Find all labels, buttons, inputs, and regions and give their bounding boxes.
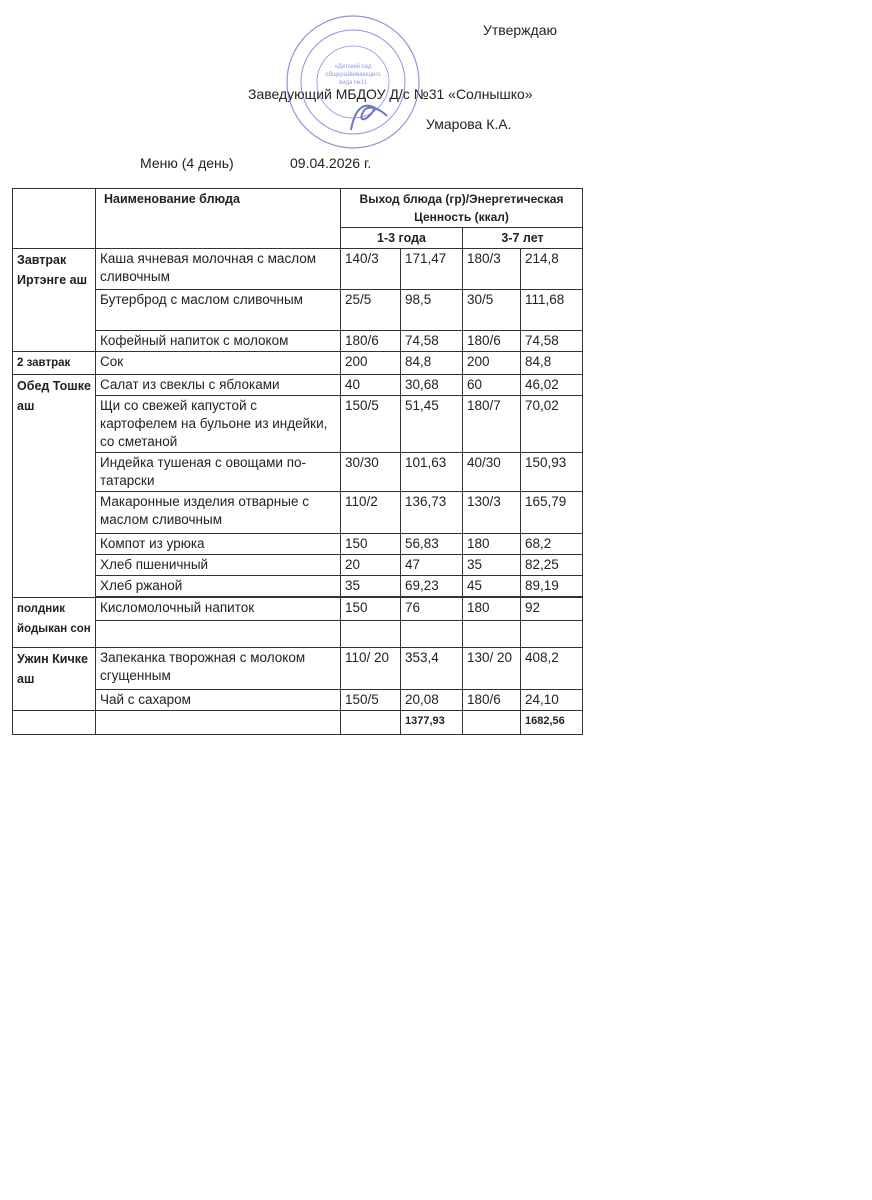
energy-1-3: 74,58	[401, 331, 463, 352]
age-header-1-3: 1-3 года	[341, 228, 463, 249]
energy-3-7: 111,68	[521, 290, 583, 331]
table-row	[13, 352, 583, 375]
table-row	[13, 576, 583, 597]
output-3-7: 180/7	[463, 396, 521, 453]
energy-1-3: 171,47	[401, 249, 463, 290]
output-3-7: 30/5	[463, 290, 521, 331]
output-3-7: 180/6	[463, 690, 521, 711]
energy-1-3: 136,73	[401, 492, 463, 534]
output-1-3: 150/5	[341, 396, 401, 453]
dish-name: Сок	[96, 352, 341, 375]
energy-3-7: 82,25	[521, 555, 583, 576]
table-row	[13, 598, 583, 621]
menu-table	[12, 188, 583, 735]
meal-header-empty	[13, 189, 96, 249]
meal-snack: полдник йодыкан сон	[13, 598, 96, 648]
meal-breakfast: Завтрак Иртэнге аш	[13, 249, 96, 352]
energy-3-7: 46,02	[521, 375, 583, 396]
output-3-7: 60	[463, 375, 521, 396]
output-1-3: 30/30	[341, 453, 401, 492]
dish-name: Щи со свежей капустой с картофелем на бульоне из индейки, со сметаной	[96, 396, 341, 453]
table-row	[13, 331, 583, 352]
output-3-7: 35	[463, 555, 521, 576]
output-1-3: 35	[341, 576, 401, 597]
table-row	[13, 249, 583, 290]
svg-text:общеразвивающего: общеразвивающего	[325, 72, 381, 78]
energy-3-7: 408,2	[521, 648, 583, 690]
energy-1-3: 30,68	[401, 375, 463, 396]
energy-1-3: 76	[401, 598, 463, 621]
table-row	[13, 375, 583, 396]
dish-name: Салат из свеклы с яблоками	[96, 375, 341, 396]
output-3-7: 180	[463, 598, 521, 621]
output-1-3: 150	[341, 534, 401, 555]
table-row	[13, 690, 583, 711]
output-1-3: 150	[341, 598, 401, 621]
dish-name: Макаронные изделия отварные с маслом сливочным	[96, 492, 341, 534]
meal-dinner: Ужин Кичке аш	[13, 648, 96, 711]
dish-name: Хлеб ржаной	[96, 576, 341, 597]
energy-1-3: 353,4	[401, 648, 463, 690]
output-3-7: 180	[463, 534, 521, 555]
output-1-3: 110/2	[341, 492, 401, 534]
table-row	[13, 555, 583, 576]
stamp-seal	[283, 12, 423, 152]
meal-breakfast-2: 2 завтрак	[13, 352, 96, 375]
dish-name: Индейка тушеная с овощами по-татарски	[96, 453, 341, 492]
svg-text:«Детский сад: «Детский сад	[334, 64, 372, 70]
energy-1-3: 101,63	[401, 453, 463, 492]
output-1-3: 110/ 20	[341, 648, 401, 690]
energy-1-3: 69,23	[401, 576, 463, 597]
energy-3-7: 74,58	[521, 331, 583, 352]
energy-3-7: 150,93	[521, 453, 583, 492]
table-row	[13, 648, 583, 690]
director-name: Умарова К.А.	[426, 116, 512, 132]
energy-3-7: 89,19	[521, 576, 583, 597]
position-label: Заведующий МБДОУ Д/с №31 «Солнышко»	[248, 86, 533, 102]
energy-3-7: 70,02	[521, 396, 583, 453]
dish-name: Компот из урюка	[96, 534, 341, 555]
output-1-3: 180/6	[341, 331, 401, 352]
total-energy-1-3: 1377,93	[401, 711, 463, 735]
output-header: Выход блюда (гр)/Энергетическая Ценность (ккал)	[341, 189, 583, 228]
output-1-3: 20	[341, 555, 401, 576]
output-3-7: 180/6	[463, 331, 521, 352]
output-3-7: 130/ 20	[463, 648, 521, 690]
energy-3-7: 165,79	[521, 492, 583, 534]
menu-title: Меню (4 день)	[140, 155, 234, 171]
energy-1-3: 20,08	[401, 690, 463, 711]
energy-3-7: 68,2	[521, 534, 583, 555]
energy-3-7: 24,10	[521, 690, 583, 711]
dish-name: Хлеб пшеничный	[96, 555, 341, 576]
table-row	[13, 534, 583, 555]
table-row	[13, 396, 583, 453]
energy-3-7: 92	[521, 598, 583, 621]
dish-header: Наименование блюда	[96, 189, 341, 249]
output-3-7: 40/30	[463, 453, 521, 492]
dish-name: Чай с сахаром	[96, 690, 341, 711]
energy-1-3: 84,8	[401, 352, 463, 375]
energy-1-3: 56,83	[401, 534, 463, 555]
table-row-empty	[13, 621, 583, 648]
output-1-3: 150/5	[341, 690, 401, 711]
energy-1-3: 98,5	[401, 290, 463, 331]
dish-name: Кисломолочный напиток	[96, 598, 341, 621]
svg-text:вида №31: вида №31	[338, 80, 368, 86]
output-1-3: 40	[341, 375, 401, 396]
total-row	[13, 711, 583, 735]
output-1-3: 140/3	[341, 249, 401, 290]
dish-name: Бутерброд с маслом сливочным	[96, 290, 341, 331]
output-1-3: 25/5	[341, 290, 401, 331]
approve-label: Утверждаю	[483, 22, 557, 38]
energy-1-3: 51,45	[401, 396, 463, 453]
menu-date: 09.04.2026 г.	[290, 155, 372, 171]
energy-3-7: 214,8	[521, 249, 583, 290]
energy-1-3: 47	[401, 555, 463, 576]
output-3-7: 200	[463, 352, 521, 375]
output-1-3: 200	[341, 352, 401, 375]
table-row	[13, 290, 583, 331]
total-energy-3-7: 1682,56	[521, 711, 583, 735]
table-row	[13, 492, 583, 534]
dish-name: Запеканка творожная с молоком сгущенным	[96, 648, 341, 690]
output-3-7: 180/3	[463, 249, 521, 290]
table-row	[13, 453, 583, 492]
age-header-3-7: 3-7 лет	[463, 228, 583, 249]
dish-name: Кофейный напиток с молоком	[96, 331, 341, 352]
output-3-7: 45	[463, 576, 521, 597]
meal-lunch: Обед Тошке аш	[13, 375, 96, 598]
output-3-7: 130/3	[463, 492, 521, 534]
dish-name: Каша ячневая молочная с маслом сливочным	[96, 249, 341, 290]
energy-3-7: 84,8	[521, 352, 583, 375]
